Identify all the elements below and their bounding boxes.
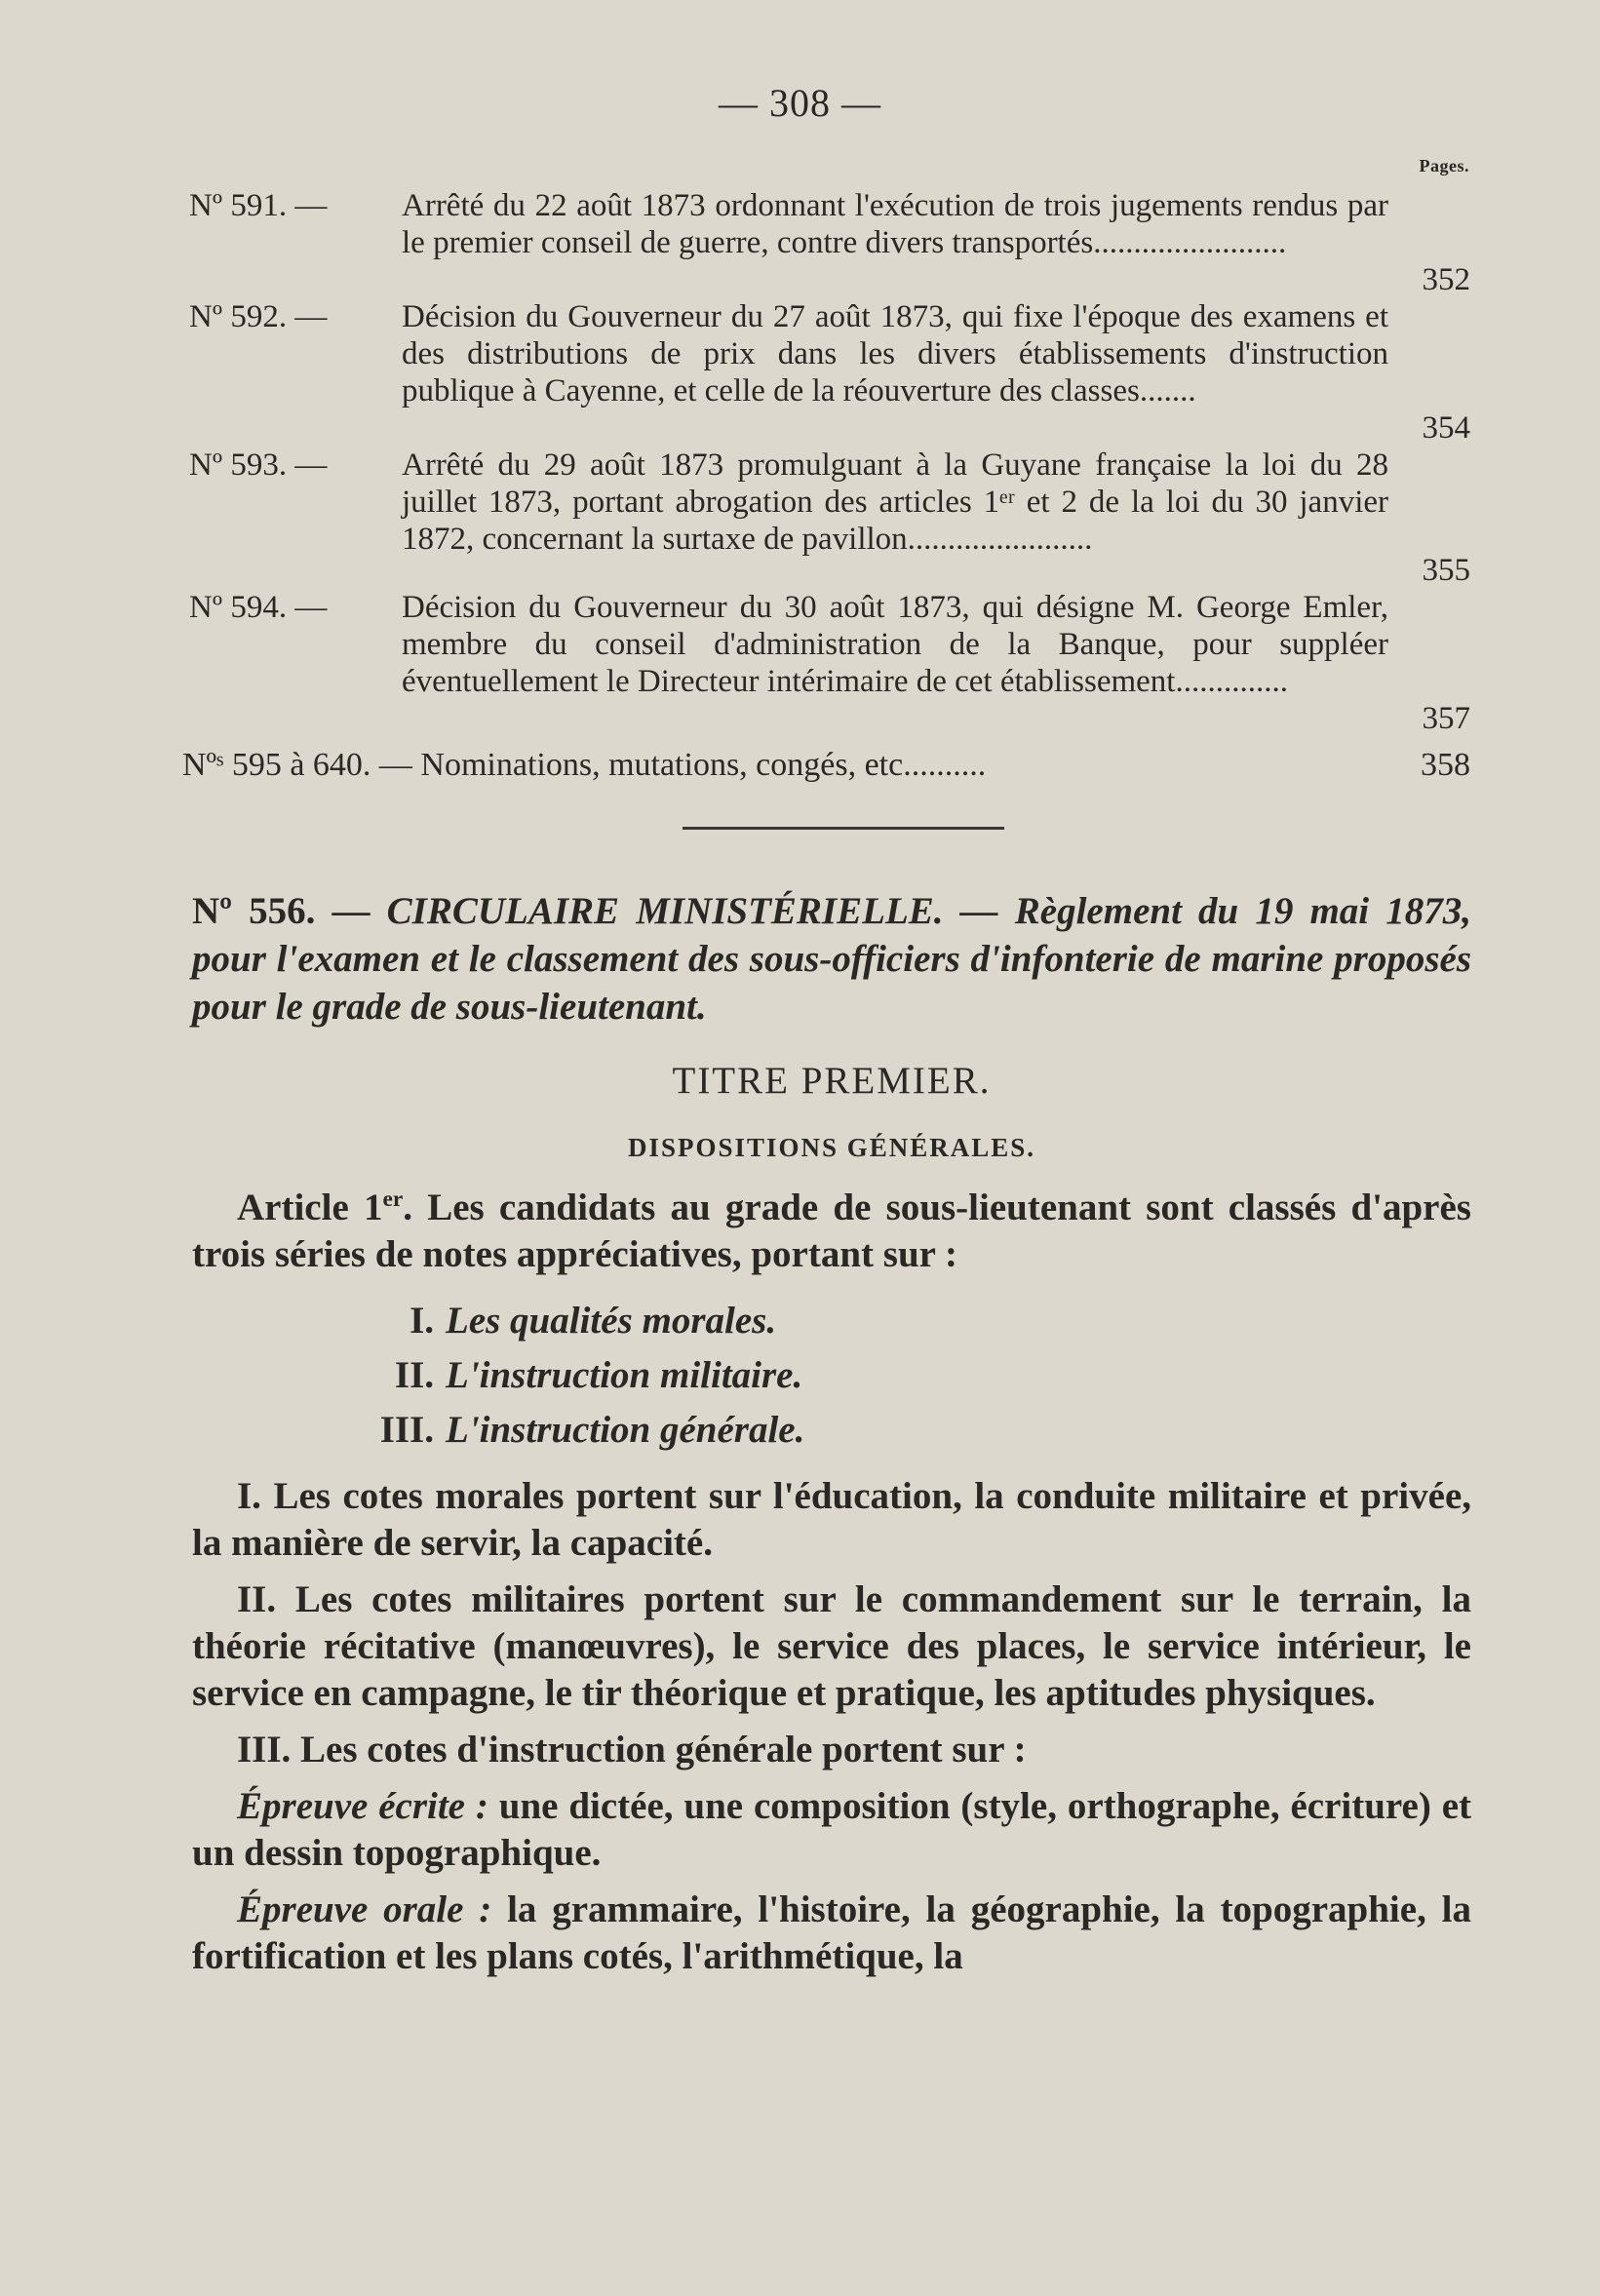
- toc-entry-text: Arrêté du 29 août 1873 promulguant à la Guyane française la loi du 28 juillet 1873, portant abrogation des articles 1ᵉʳ et 2 de la loi du 30 janvier 1872, concernant la surtaxe de pavillon.......................: [402, 448, 1388, 557]
- list-item: [348, 1294, 1471, 1348]
- article-text: . Les candidats au grade de sous-lieutenant sont classés d'après trois séries de notes appréciatives, portant sur :: [192, 1187, 1471, 1275]
- toc-entry-page: 355: [1422, 553, 1470, 588]
- article-sup: er: [382, 1187, 404, 1212]
- toc-entry-number: Nº 593. —: [189, 448, 328, 483]
- toc-entry: [0, 187, 1600, 298]
- pages-column-label: Pages.: [1419, 156, 1469, 175]
- toc-entry-text: Décision du Gouverneur du 30 août 1873, qui désigne M. George Emler, membre du conseil d'administration de la Banque, pour suppléer éventuellement le Directeur intérimaire de cet établissement..............: [402, 590, 1388, 699]
- epreuve-orale-label: Épreuve orale :: [237, 1888, 492, 1930]
- titre-heading: TITRE PREMIER.: [672, 1060, 992, 1102]
- epreuve-ecrite-text: une dictée, une composition (style, orthographe, écriture) et un dessin topographique.: [192, 1785, 1471, 1874]
- notes-series-list: [348, 1294, 1471, 1458]
- paragraph-cotes-militaires: II. Les cotes militaires portent sur le commandement sur le terrain, la théorie récitative (manœuvres), le service des places, le service intérieur, le service en campagne, le tir théorique et pratique, les aptitudes physiques.: [192, 1578, 1471, 1714]
- toc-entry: [0, 298, 1600, 447]
- toc-entry-text: Décision du Gouverneur du 27 août 1873, qui fixe l'époque des examens et des distributions de prix dans les divers établissements d'instruction publique à Cayenne, et celle de la réouverture des classes.......: [402, 299, 1388, 409]
- article-label: Article 1: [237, 1187, 383, 1228]
- dispositions-heading: DISPOSITIONS GÉNÉRALES.: [627, 1133, 1036, 1162]
- list-item-roman: III.: [379, 1409, 434, 1451]
- table-of-contents: [0, 187, 1600, 737]
- list-item-text: L'instruction militaire.: [446, 1354, 803, 1396]
- circular-number: Nº 556. —: [192, 890, 371, 932]
- list-item-roman: II.: [394, 1354, 434, 1396]
- page-number: — 308 —: [719, 81, 881, 125]
- list-item: [348, 1403, 1471, 1458]
- list-item-text: Les qualités morales.: [446, 1300, 777, 1342]
- toc-entry-text: Nºˢ 595 à 640. — Nominations, mutations, congés, etc..........: [182, 747, 987, 783]
- circular-title: CIRCULAIRE MINISTÉRIELLE. — Règlement du 19 mai 1873, pour l'examen et le classement des sous-officiers d'infonterie de marine proposés pour le grade de sous-lieutenant.: [192, 890, 1471, 1028]
- paragraph-cotes-morales: I. Les cotes morales portent sur l'éducation, la conduite militaire et privée, la manière de servir, la capacité.: [192, 1475, 1471, 1564]
- toc-entry-number: Nº 591. —: [189, 188, 328, 223]
- paragraph-epreuve-ecrite: [192, 1783, 1471, 1877]
- list-item: [348, 1348, 1471, 1403]
- toc-entry-page: 357: [1422, 701, 1470, 736]
- list-item-text: L'instruction générale.: [446, 1409, 805, 1451]
- epreuve-ecrite-label: Épreuve écrite :: [237, 1785, 488, 1827]
- paragraph-epreuve-orale: [192, 1887, 1471, 1980]
- toc-entry-page: 352: [1422, 262, 1470, 297]
- circular-body: [192, 887, 1471, 1980]
- list-item-roman: I.: [410, 1300, 434, 1342]
- toc-entry-page: 354: [1422, 410, 1470, 446]
- toc-entry: [0, 589, 1600, 737]
- circular-heading: [192, 887, 1471, 1031]
- epreuve-orale-text: la grammaire, l'histoire, la géographie, la topographie, la fortification et les plans cotés, l'arithmétique, la: [192, 1888, 1471, 1977]
- section-divider: [683, 827, 1004, 830]
- toc-entry: [0, 447, 1600, 589]
- article-paragraph: [192, 1185, 1471, 1278]
- paragraph-cotes-generales: III. Les cotes d'instruction générale portent sur :: [237, 1729, 1027, 1771]
- toc-entry-number: Nº 594. —: [189, 590, 328, 625]
- toc-entry-text: Arrêté du 22 août 1873 ordonnant l'exécution de trois jugements rendus par le premier conseil de guerre, contre divers transportés........................: [402, 188, 1388, 260]
- toc-entry-page: 358: [1421, 747, 1470, 783]
- toc-entry-nominations: [182, 746, 1470, 785]
- toc-entry-number: Nº 592. —: [189, 299, 328, 334]
